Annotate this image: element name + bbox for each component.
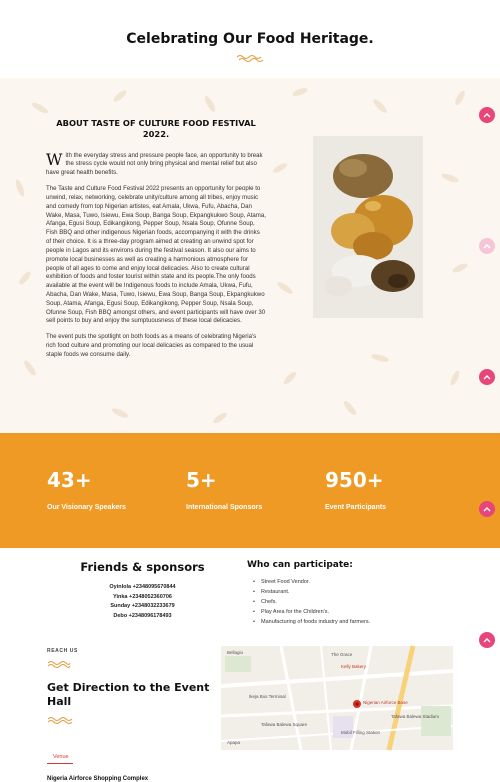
- stat-label: International Sponsors: [186, 504, 263, 511]
- map-label: Tafawa Balewa Stadium: [391, 714, 440, 719]
- map-label: Ikeja Bus Terminal: [249, 694, 286, 699]
- who-can-participate: [247, 560, 447, 627]
- reach-us-section: [47, 648, 217, 782]
- friends-title: Friends & sponsors: [80, 560, 205, 574]
- chevron-up-icon: [483, 112, 491, 118]
- stat-label: Our Visionary Speakers: [47, 504, 126, 511]
- list-item: • Play Area for the Children's.: [261, 608, 447, 618]
- reach-title: Get Direction to the Event Hall: [47, 681, 210, 709]
- scroll-top-button[interactable]: [479, 107, 495, 123]
- chevron-up-icon: [483, 506, 491, 512]
- chevron-up-icon: [483, 243, 491, 249]
- scroll-top-button-faded[interactable]: [479, 238, 495, 254]
- map-label: Apapa: [227, 740, 241, 745]
- stats-band: [0, 433, 500, 548]
- list-item: • Restaurant.: [261, 588, 447, 598]
- scroll-top-button[interactable]: [479, 501, 495, 517]
- contact-item: Sunday +2348032233679: [110, 603, 175, 610]
- map-label: The Grace: [331, 652, 353, 657]
- page-title: Celebrating Our Food Heritage.: [126, 31, 374, 47]
- food-photo: [313, 136, 423, 318]
- map-label: Nigerian Airforce Base: [363, 700, 408, 705]
- map-label: Tafawa Balewa Square: [261, 722, 308, 727]
- stat-speakers: [47, 468, 126, 511]
- participate-title: Who can participate:: [247, 560, 353, 570]
- page-header: [0, 0, 500, 78]
- scroll-top-button[interactable]: [479, 632, 495, 648]
- about-paragraph-2: The Taste and Culture Food Festival 2022 presents an opportunity for people to unwind, relax, networking, celebrate unity/culture among all tribes, enjoy music and comedy from top Nigerian artistes, eat Amala, Ukwa, Fufu, Abacha, Dan Wake, Masa, Tuwo, Isiewu, Ewa Soup, Banga Soup, Ekpangkukwo Soup, Atama, Afanga, Egusi Soup, Edikangikong, Pepper Soup, Nsala Soup, Ofunne Soup, Fish BBQ and other indigenous Nigerian foods, accompanying it with the drinks of their choice. It is a three-day program aimed at creating an unwind spot for people in Lagos and its environs during the festival season. It also our aims to promote local businesses as well as creating a harmonious atmosphere for people of all ages to come and enjoy local delicacies. Also to create cultural exhibition of foods and foster tourist within state and its people.The only foods available at the event will be Indigenous foods to include Amala, Ukwa, Fufu, Abacha, Dan Wake, Masa, Tuwo, Isiewu, Ewa Soup, Banga Soup, Ekpangkukwo Soup, Atama, Afanga, Egusi Soup, Edikangikong, Pepper Soup, Nsala Soup, Ofunne Soup, Fish BBQ amongst others, and event participants will have over 30 sell points to buy and enjoy the sumptuousness of these local delicacies.: [46, 185, 266, 325]
- about-paragraph-3: The event puts the spotlight on both foods as a means of celebrating Nigeria's rich food culture and promoting our local delicacies as compared to the usual staple foods we consume daily.: [46, 333, 257, 358]
- map-pin-icon: [353, 700, 361, 708]
- chevron-up-icon: [483, 374, 491, 380]
- squiggle-divider-icon: [236, 54, 264, 62]
- about-section: [0, 78, 500, 433]
- contact-item: Yinka +2348052360706: [113, 593, 172, 600]
- map-label: Kelly Bakery: [341, 664, 367, 669]
- dropcap: W: [46, 149, 63, 169]
- tab-venue[interactable]: Venue: [47, 754, 73, 764]
- chevron-up-icon: [483, 637, 491, 643]
- participate-list: [247, 578, 447, 627]
- list-item: • Chefs.: [261, 598, 447, 608]
- map-label: Bellagio: [227, 650, 244, 655]
- contact-item: Debo +2348096178493: [113, 612, 172, 619]
- stat-number: 43+: [47, 468, 92, 492]
- stat-number: 950+: [325, 468, 384, 492]
- stat-sponsors: [186, 468, 262, 511]
- about-heading: ABOUT TASTE OF CULTURE FOOD FESTIVAL 2022.: [56, 118, 256, 139]
- list-item: • Manufacturing of foods industry and farmers.: [261, 618, 447, 628]
- friends-sponsors: [50, 560, 235, 622]
- stat-number: 5+: [186, 468, 217, 492]
- venue-name: Nigeria Airforce Shopping Complex: [47, 775, 149, 782]
- about-paragraph-1: With the everyday stress and pressure people face, an opportunity to break the stress cycle would not only bring physical and mental relief but also have great health benefits.: [46, 149, 263, 177]
- stat-label: Event Participants: [325, 504, 387, 511]
- about-text-block: [46, 118, 266, 367]
- scroll-top-button[interactable]: [479, 369, 495, 385]
- map-label: Mobil Filling Station: [341, 730, 381, 735]
- list-item: • Street Food Vendor.: [261, 578, 447, 588]
- event-map[interactable]: [221, 646, 453, 750]
- squiggle-divider-icon: [47, 660, 71, 667]
- reach-tag: REACH US: [47, 648, 78, 654]
- squiggle-divider-icon: [47, 716, 73, 723]
- stat-participants: [325, 468, 386, 511]
- contact-item: Oyinlola +2348095670844: [109, 584, 176, 590]
